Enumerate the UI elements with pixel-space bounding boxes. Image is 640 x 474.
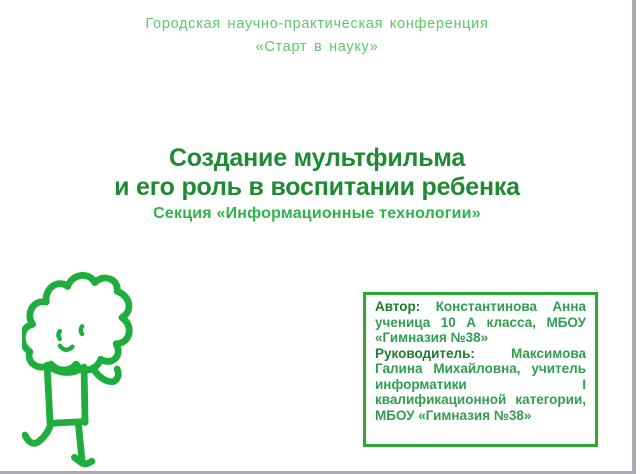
tree-trunk-right [84,370,85,422]
tree-character-doodle-icon [22,270,152,470]
conference-header [0,13,634,59]
advisor-label: Руководитель: [375,345,475,361]
tree-trunk-left [47,367,50,423]
author-label: Автор: [375,299,421,314]
section-subtitle: Секция «Информационные технологии» [153,205,481,222]
author-text: Константинова Анна ученица 10 А класса, МБОУ «Гимназия №38» [375,299,586,345]
author-credit [375,299,586,346]
tree-left-eye [58,331,59,339]
title-line-1: Создание мультфильма [168,144,466,172]
credits-box [363,292,598,447]
tree-right-eye [81,326,82,334]
slide-right-edge [632,0,636,474]
advisor-credit [375,346,586,424]
tree-crown [22,275,129,370]
conference-header-line-1: Городская научно-практическая конференция [145,16,489,32]
tree-left-leg [25,423,51,443]
advisor-text: Максимова Галина Михайловна, учитель информатики I квалификационной категории, МБОУ «Гимназия №38» [375,345,586,423]
title-line-2: и его роль в воспитании ребенка [114,173,520,201]
tree-right-foot-barb [74,457,82,463]
title-block [0,144,634,223]
tree-smile [60,346,73,350]
slide-title [0,144,634,202]
tree-arm [93,368,119,382]
conference-header-line-2: «Старт в науку» [255,39,379,55]
